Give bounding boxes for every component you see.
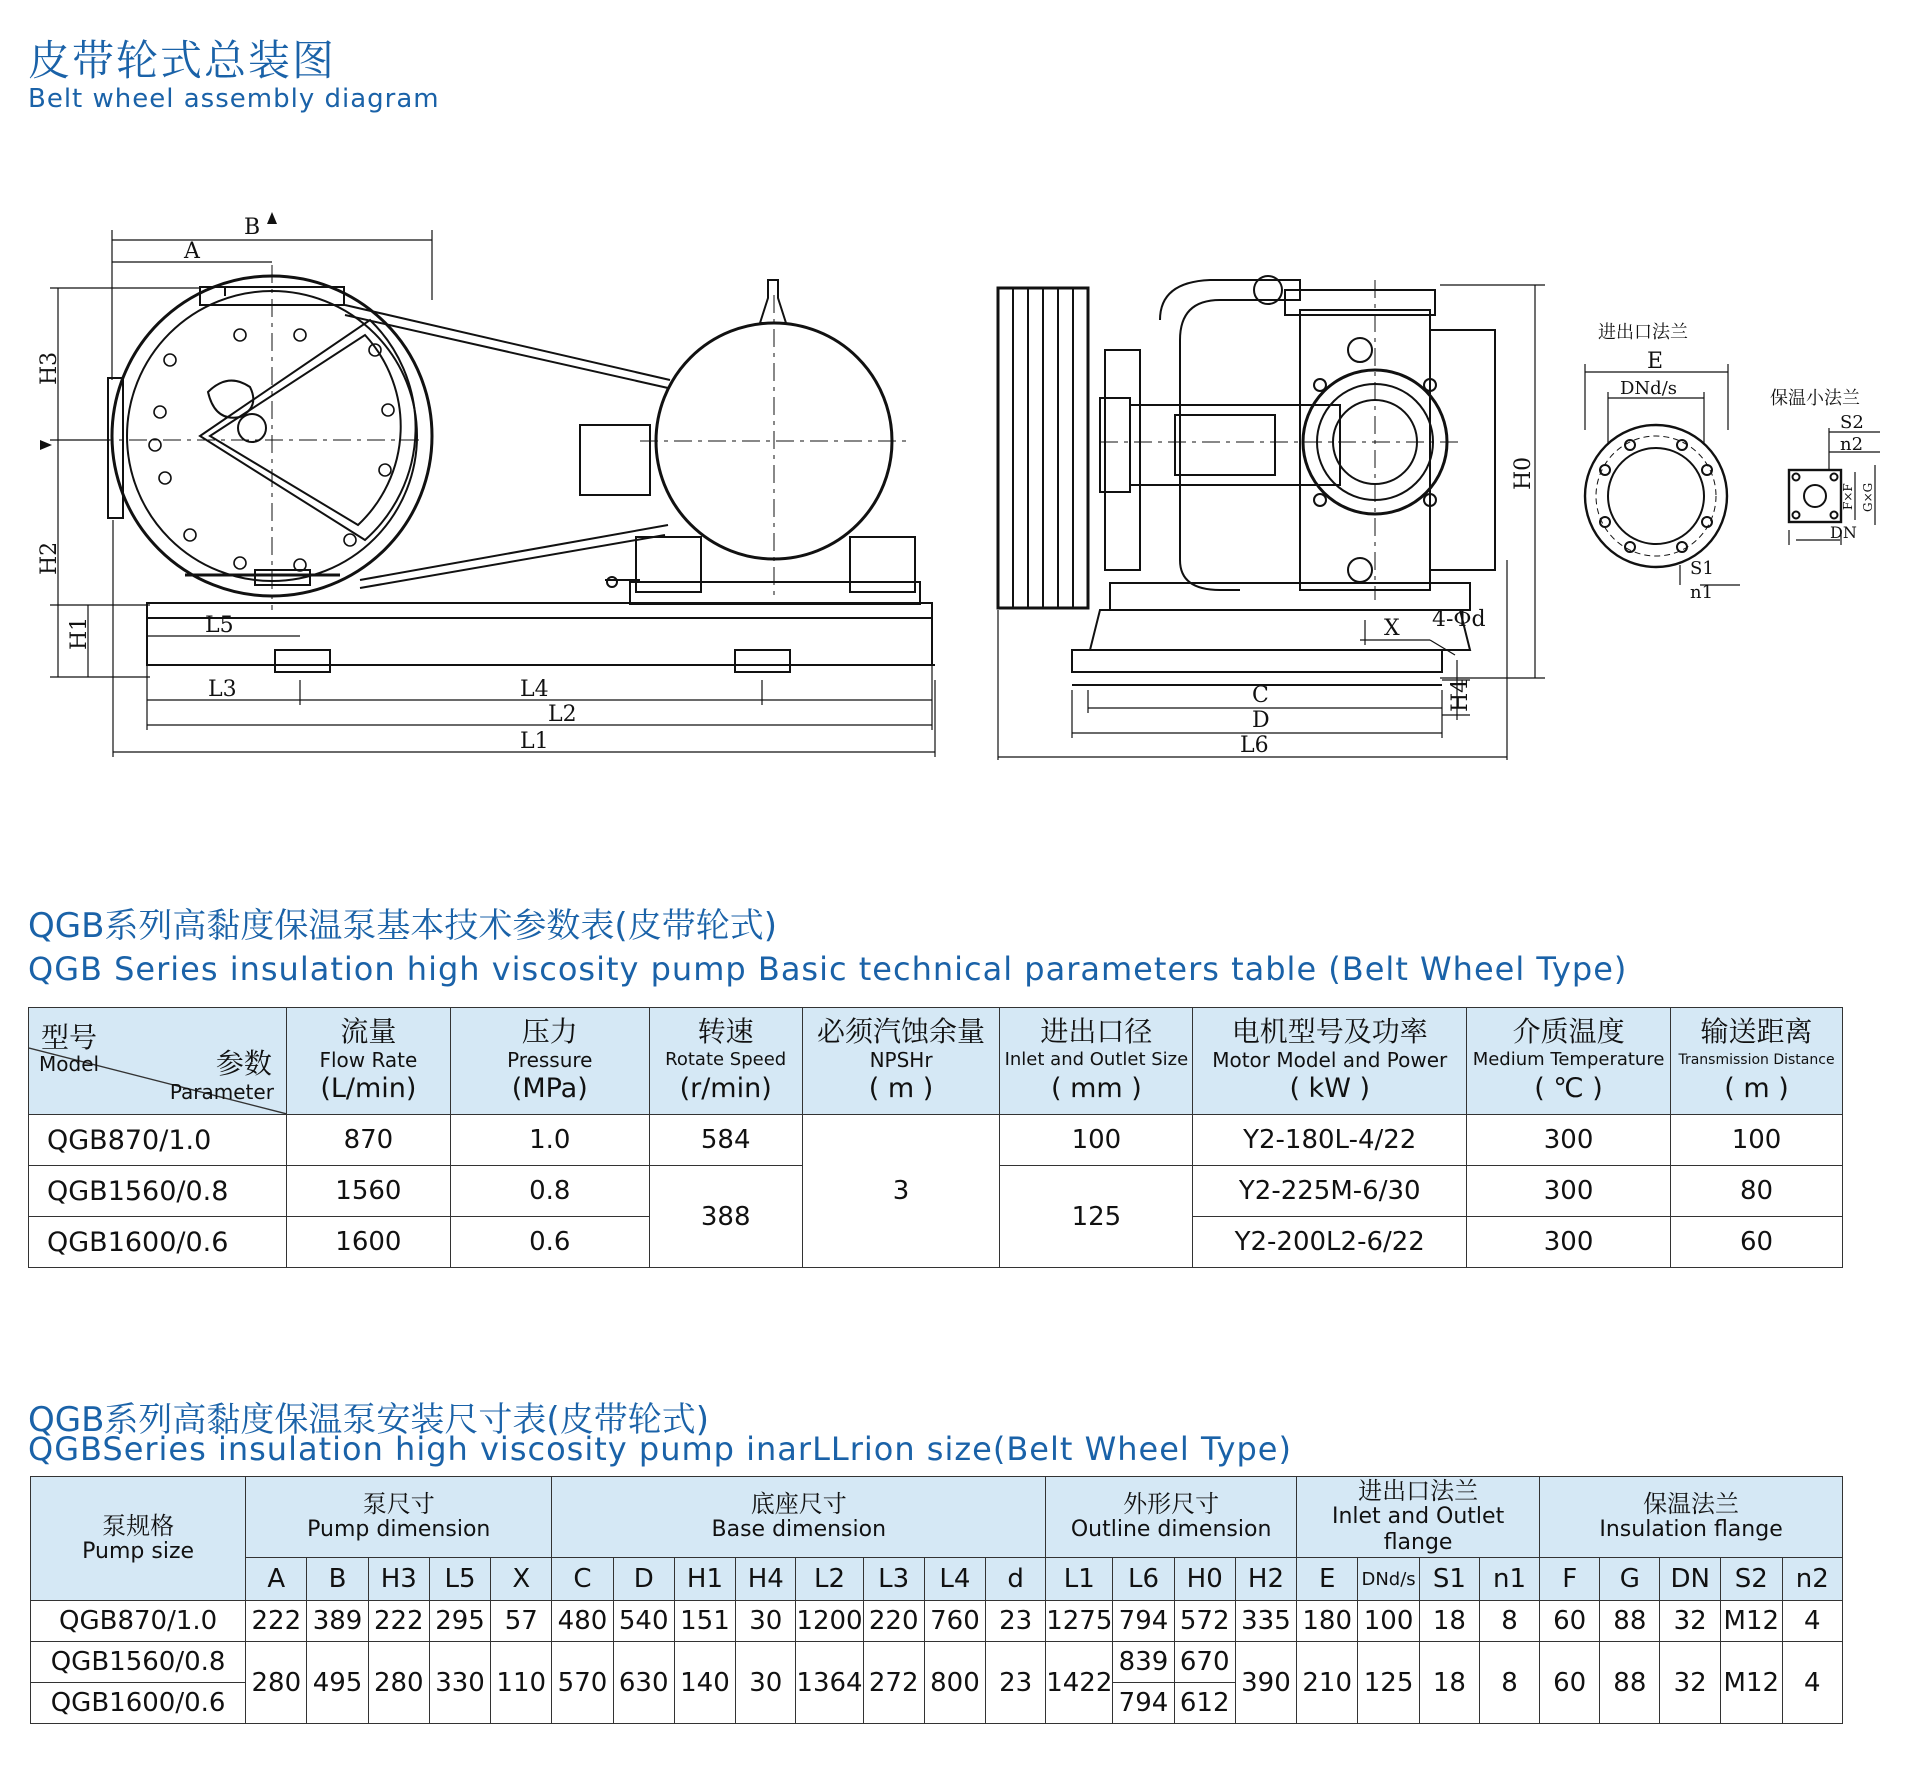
temp-header: 介质温度 Medium Temperature ( ℃ )	[1467, 1008, 1671, 1115]
table-cell: 760	[924, 1601, 985, 1642]
dim-label-H2: H2	[37, 541, 62, 575]
table-row	[31, 1642, 1843, 1683]
cell-flow: 1600	[286, 1217, 450, 1268]
dim-label-H1: H1	[67, 616, 92, 650]
dim-label-S2: S2	[1840, 412, 1864, 433]
basic-parameters-table	[28, 1007, 1843, 1268]
table-cell-merged: 18	[1419, 1642, 1479, 1724]
cell-pressure: 1.0	[450, 1115, 649, 1166]
param-en: Parameter	[169, 1080, 274, 1104]
dim-label-holes: 4-Φd	[1432, 607, 1486, 632]
column-header: F	[1540, 1558, 1600, 1601]
cell-dist: 100	[1671, 1115, 1843, 1166]
dist-header: 输送距离 Transmission Distance ( m )	[1671, 1008, 1843, 1115]
table-cell-merged: 32	[1660, 1642, 1721, 1724]
dim-label-DN: DN	[1830, 523, 1857, 542]
table2-title-en: QGBSeries insulation high viscosity pump inarLLrion size(Belt Wheel Type)	[28, 1430, 1292, 1468]
table-cell-merged: 280	[246, 1642, 307, 1724]
column-header: n2	[1782, 1558, 1842, 1601]
table-cell-merged: 88	[1600, 1642, 1660, 1724]
dim-label-D: D	[1252, 708, 1270, 733]
dim-label-C: C	[1252, 683, 1269, 708]
cell-temp: 300	[1467, 1115, 1671, 1166]
table-cell: M12	[1720, 1601, 1782, 1642]
cell-model: QGB870/1.0	[31, 1601, 246, 1642]
table-header-row	[29, 1008, 1843, 1115]
page-title-en: Belt wheel assembly diagram	[28, 84, 440, 114]
npsh-header: 必须汽蚀余量 NPSHr ( m )	[802, 1008, 1000, 1115]
group-header-row	[31, 1477, 1843, 1558]
inlet-flange-title: 进出口法兰	[1598, 322, 1688, 343]
table-cell: 220	[863, 1601, 924, 1642]
param-cn: 参数	[215, 1047, 272, 1080]
dim-label-n2: n2	[1840, 434, 1864, 455]
cell-size: 100	[1000, 1115, 1193, 1166]
table-cell: 1200	[796, 1601, 863, 1642]
dim-label-GxG: G×G	[1861, 482, 1875, 512]
column-header: S1	[1419, 1558, 1479, 1601]
table-cell: 572	[1174, 1601, 1235, 1642]
column-header: X	[491, 1558, 552, 1601]
cell-motor: Y2-225M-6/30	[1193, 1166, 1467, 1217]
table-cell-merged: M12	[1720, 1642, 1782, 1724]
outline-dimension-header: 外形尺寸 Outline dimension	[1046, 1477, 1297, 1558]
cell-motor: Y2-180L-4/22	[1193, 1115, 1467, 1166]
column-header: S2	[1720, 1558, 1782, 1601]
assembly-drawing	[0, 180, 1920, 760]
table-cell-merged: 570	[552, 1642, 613, 1724]
cell-temp: 300	[1467, 1217, 1671, 1268]
installation-size-table	[30, 1476, 1843, 1724]
speed-header: 转速 Rotate Speed (r/min)	[649, 1008, 802, 1115]
size-header: 进出口径 Inlet and Outlet Size ( mm )	[1000, 1008, 1193, 1115]
dim-label-L3: L3	[208, 677, 237, 702]
column-header: L3	[863, 1558, 924, 1601]
table2-title-cn: QGB系列高黏度保温泵安装尺寸表(皮带轮式)	[28, 1400, 709, 1440]
dim-label-L6: L6	[1240, 733, 1269, 758]
cell-speed: 388	[649, 1166, 802, 1268]
column-header: n1	[1479, 1558, 1539, 1601]
flow-header: 流量 Flow Rate (L/min)	[286, 1008, 450, 1115]
table-cell: 32	[1660, 1601, 1721, 1642]
table-cell: 222	[246, 1601, 307, 1642]
cell-model: QGB1560/0.8	[29, 1166, 287, 1217]
column-header: A	[246, 1558, 307, 1601]
cell-model: QGB1600/0.6	[31, 1683, 246, 1724]
column-header: H4	[736, 1558, 796, 1601]
table-cell: 295	[429, 1601, 490, 1642]
cell-motor: Y2-200L2-6/22	[1193, 1217, 1467, 1268]
dim-label-B: B	[244, 215, 261, 240]
column-header: B	[307, 1558, 368, 1601]
table-cell: 1275	[1046, 1601, 1113, 1642]
column-header: G	[1600, 1558, 1660, 1601]
column-header: DNd/s	[1358, 1558, 1420, 1601]
dim-label-DNds: DNd/s	[1620, 378, 1678, 399]
column-header: H1	[674, 1558, 735, 1601]
table-row	[31, 1601, 1843, 1642]
table-cell-merged: 4	[1782, 1642, 1842, 1724]
table-row	[29, 1115, 1843, 1166]
table-cell: 151	[674, 1601, 735, 1642]
cell-pressure: 0.8	[450, 1166, 649, 1217]
dim-label-A: A	[184, 239, 200, 264]
dim-label-X: X	[1384, 616, 1400, 641]
column-header: DN	[1660, 1558, 1721, 1601]
column-header: L1	[1046, 1558, 1113, 1601]
dim-label-n1: n1	[1690, 582, 1714, 603]
base-dimension-header: 底座尺寸 Base dimension	[552, 1477, 1046, 1558]
dim-label-L4: L4	[520, 677, 549, 702]
column-header: L6	[1113, 1558, 1174, 1601]
cell-flow: 1560	[286, 1166, 450, 1217]
table-cell-merged: 1422	[1046, 1642, 1113, 1724]
table-cell: 839	[1113, 1642, 1174, 1683]
table-cell: 480	[552, 1601, 613, 1642]
table-cell: 8	[1479, 1601, 1539, 1642]
column-header: E	[1297, 1558, 1358, 1601]
pump-size-header: 泵规格 Pump size	[31, 1477, 246, 1601]
cell-temp: 300	[1467, 1166, 1671, 1217]
column-header: C	[552, 1558, 613, 1601]
table-cell: 23	[986, 1601, 1046, 1642]
inlet-flange-header: 进出口法兰 Inlet and Outlet flange	[1297, 1477, 1540, 1558]
table-cell: 60	[1540, 1601, 1600, 1642]
cell-speed: 584	[649, 1115, 802, 1166]
dim-label-H4: H4	[1448, 678, 1473, 712]
column-header: L2	[796, 1558, 863, 1601]
cell-dist: 60	[1671, 1217, 1843, 1268]
table-cell-merged: 125	[1358, 1642, 1420, 1724]
model-en: Model	[39, 1052, 100, 1076]
table1-title-en: QGB Series insulation high viscosity pump Basic technical parameters table (Belt Wheel Type)	[28, 950, 1628, 988]
pump-dimension-header: 泵尺寸 Pump dimension	[246, 1477, 552, 1558]
table-cell: 57	[491, 1601, 552, 1642]
column-header: H3	[368, 1558, 429, 1601]
insulation-flange-title: 保温小法兰	[1770, 388, 1860, 409]
table-cell: 88	[1600, 1601, 1660, 1642]
table-cell: 4	[1782, 1601, 1842, 1642]
motor-header: 电机型号及功率 Motor Model and Power ( kW )	[1193, 1008, 1467, 1115]
table-cell-merged: 495	[307, 1642, 368, 1724]
insulation-flange-header: 保温法兰 Insulation flange	[1540, 1477, 1843, 1558]
table-cell-merged: 630	[613, 1642, 674, 1724]
cell-model: QGB1600/0.6	[29, 1217, 287, 1268]
table-cell: 222	[368, 1601, 429, 1642]
table-cell: 794	[1113, 1601, 1174, 1642]
table-cell: 794	[1113, 1683, 1174, 1724]
table-cell: 540	[613, 1601, 674, 1642]
table-cell: 612	[1174, 1683, 1235, 1724]
table1-title-cn: QGB系列高黏度保温泵基本技术参数表(皮带轮式)	[28, 906, 777, 946]
dim-label-FxF: F×F	[1841, 483, 1855, 510]
table-cell: 30	[736, 1601, 796, 1642]
table-cell-merged: 210	[1297, 1642, 1358, 1724]
dim-label-S1: S1	[1690, 558, 1714, 579]
dim-label-L2: L2	[548, 702, 577, 727]
table-cell: 335	[1235, 1601, 1296, 1642]
cell-npsh: 3	[802, 1115, 1000, 1268]
table-cell-merged: 272	[863, 1642, 924, 1724]
column-header-row	[31, 1558, 1843, 1601]
dim-label-L1: L1	[520, 729, 549, 754]
cell-flow: 870	[286, 1115, 450, 1166]
page-title-cn: 皮带轮式总装图	[28, 36, 337, 85]
table-cell-merged: 280	[368, 1642, 429, 1724]
column-header: H0	[1174, 1558, 1235, 1601]
column-header: L4	[924, 1558, 985, 1601]
cell-pressure: 0.6	[450, 1217, 649, 1268]
pressure-header: 压力 Pressure (MPa)	[450, 1008, 649, 1115]
table-cell: 100	[1358, 1601, 1420, 1642]
dim-label-E: E	[1647, 349, 1664, 374]
dim-label-H3: H3	[37, 351, 62, 385]
column-header: H2	[1235, 1558, 1296, 1601]
table-cell-merged: 8	[1479, 1642, 1539, 1724]
table-cell-merged: 110	[491, 1642, 552, 1724]
column-header: D	[613, 1558, 674, 1601]
cell-model: QGB870/1.0	[29, 1115, 287, 1166]
model-cn: 型号	[41, 1021, 98, 1054]
column-header: d	[986, 1558, 1046, 1601]
dim-label-H0: H0	[1511, 456, 1536, 490]
table-cell: 180	[1297, 1601, 1358, 1642]
cell-dist: 80	[1671, 1166, 1843, 1217]
table-cell-merged: 390	[1235, 1642, 1296, 1724]
table-cell-merged: 60	[1540, 1642, 1600, 1724]
table-cell-merged: 140	[674, 1642, 735, 1724]
side-view	[40, 212, 935, 757]
table-cell-merged: 330	[429, 1642, 490, 1724]
model-parameter-header	[29, 1008, 287, 1115]
table-cell-merged: 1364	[796, 1642, 863, 1724]
cell-model: QGB1560/0.8	[31, 1642, 246, 1683]
dim-label-L5: L5	[205, 613, 234, 638]
table-cell: 389	[307, 1601, 368, 1642]
table-cell-merged: 800	[924, 1642, 985, 1724]
table-cell-merged: 30	[736, 1642, 796, 1724]
column-header: L5	[429, 1558, 490, 1601]
table-cell: 670	[1174, 1642, 1235, 1683]
table-cell: 18	[1419, 1601, 1479, 1642]
cell-size: 125	[1000, 1166, 1193, 1268]
table-cell-merged: 23	[986, 1642, 1046, 1724]
